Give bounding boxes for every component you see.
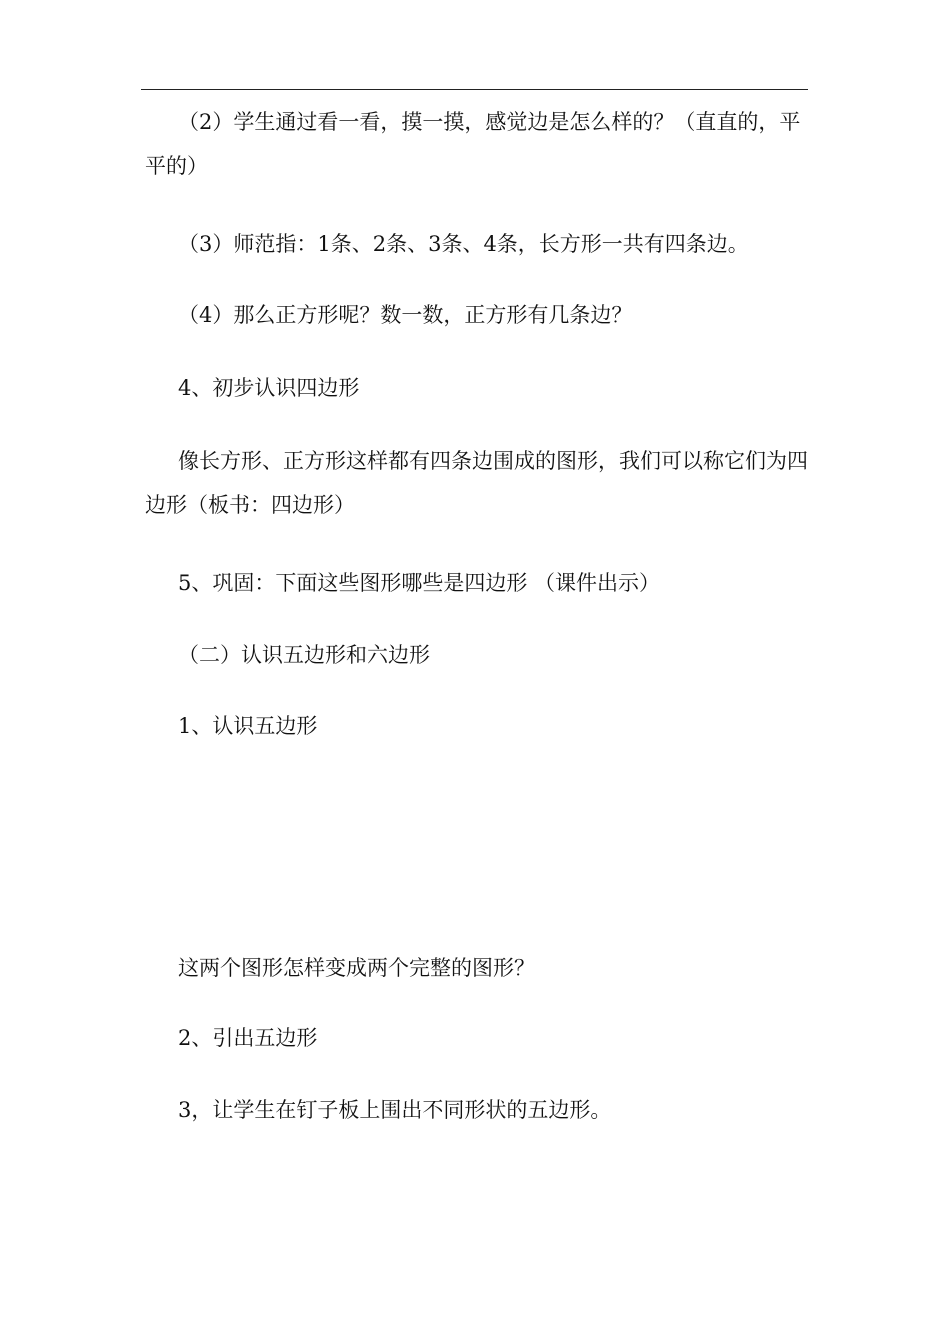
paragraph-quadrilateral-definition: 像长方形、正方形这样都有四条边围成的图形，我们可以称它们为四边形（板书：四边形） — [145, 449, 808, 517]
paragraph-consolidation: 5、巩固：下面这些图形哪些是四边形 （课件出示） — [178, 571, 661, 595]
paragraph-student-observe-edges: （2）学生通过看一看，摸一摸，感觉边是怎么样的？（直直的，平平的） — [145, 110, 801, 178]
paragraph-complete-shapes-question: 这两个图形怎样变成两个完整的图形？ — [178, 956, 535, 980]
heading-pentagon-hexagon: （二）认识五边形和六边形 — [178, 643, 430, 667]
paragraph-square-edges: （4）那么正方形呢？数一数，正方形有几条边？ — [178, 303, 633, 327]
heading-recognize-pentagon: 1、认识五边形 — [178, 714, 318, 738]
paragraph-pegboard-activity: 3，让学生在钉子板上围出不同形状的五边形。 — [178, 1098, 612, 1122]
paragraph-teacher-demonstrates: （3）师范指：1条、2条、3条、4条，长方形一共有四条边。 — [178, 232, 749, 256]
heading-introduce-pentagon: 2、引出五边形 — [178, 1026, 318, 1050]
heading-intro-quadrilateral: 4、初步认识四边形 — [178, 376, 360, 400]
